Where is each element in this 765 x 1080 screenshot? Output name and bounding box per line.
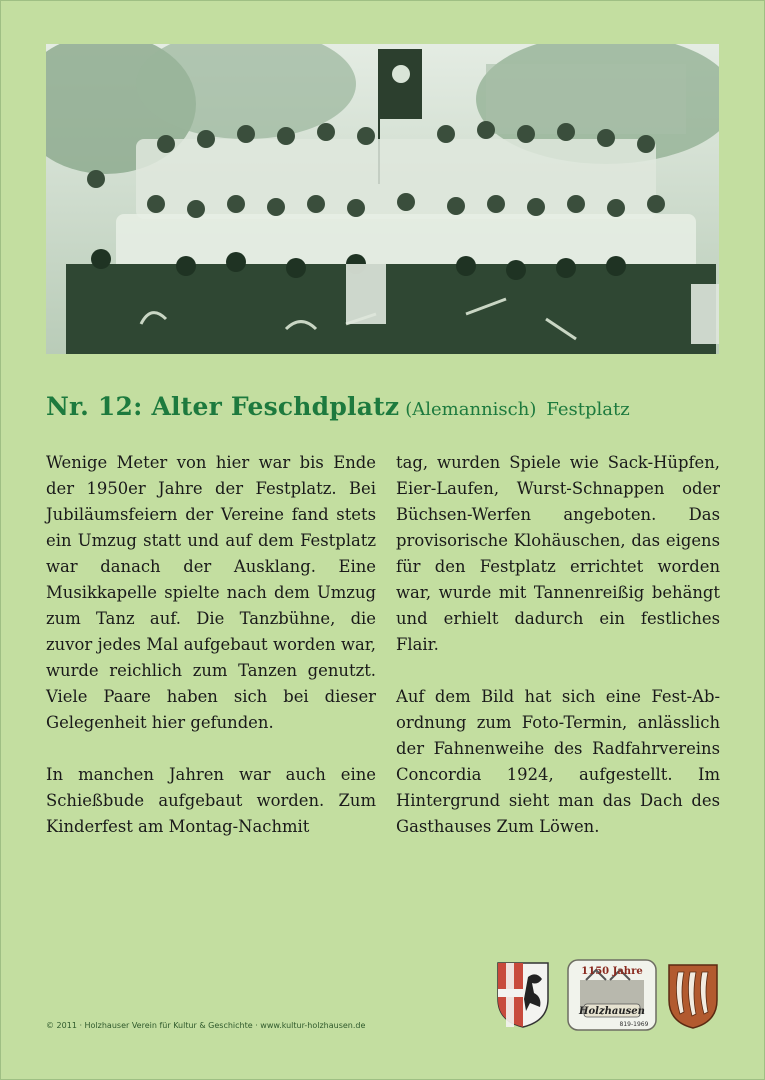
text-column-right <box>396 450 720 866</box>
section-heading <box>46 392 726 421</box>
anniversary-name: Holzhausen <box>579 1006 645 1017</box>
coat-of-arms-blades-icon <box>666 962 720 1030</box>
paragraph: In manchen Jahren war auch eine Schießbude aufgebaut worden. Zum Kinderfest am Montag-Nachmit <box>46 765 376 836</box>
coat-of-arms-eagle-icon <box>494 959 552 1029</box>
text-column-left <box>46 450 376 866</box>
anniversary-title: 1150 Jahre <box>581 966 643 977</box>
anniversary-years: 819-1969 <box>619 1021 649 1028</box>
historic-group-photo <box>46 44 719 354</box>
paragraph: Auf dem Bild hat sich eine Fest-Abordnung zum Foto-Termin, anlässlich der Fahnenweihe des Radfahrvereins Concordia 1924, aufgestellt. Im Hintergrund sieht man das Dach des Gasthauses Zum Löwen. <box>396 687 720 836</box>
anniversary-emblem-icon <box>566 958 658 1032</box>
paragraph: Wenige Meter von hier war bis Ende der 1950er Jahre der Festplatz. Bei Jubiläumsfeiern der Vereine fand stets ein Umzug statt und auf dem Festplatz war danach der Ausklang. Eine Musikkapelle spielte nach dem Umzug zum Tanz auf. Die Tanzbühne, die zuvor jedes Mal aufgebaut worden war, wurde reichlich zum Tanzen genutzt. Viele Paare haben sich bei dieser Gelegenheit hier gefunden. <box>46 453 376 732</box>
paragraph: tag, wurden Spiele wie Sack-Hüpfen, Eier-Laufen, Wurst-Schnappen oder Büchsen-Werfen angeboten. Das provisorische Klohäuschen, das eigens für den Festplatz errichtet worden war, wurde mit Tannenreißig behängt und erhielt dadurch ein festliches Flair. <box>396 453 720 654</box>
heading-dialect-note: (Alemannisch) <box>405 399 537 420</box>
group-photo-illustration <box>46 44 719 354</box>
heading-title: Nr. 12: Alter Feschdplatz <box>46 392 400 421</box>
copyright-footer: © 2011 · Holzhauser Verein für Kultur & Geschichte · www.kultur-holzhausen.de <box>46 1021 366 1030</box>
heading-standard-name: Festplatz <box>546 399 630 420</box>
